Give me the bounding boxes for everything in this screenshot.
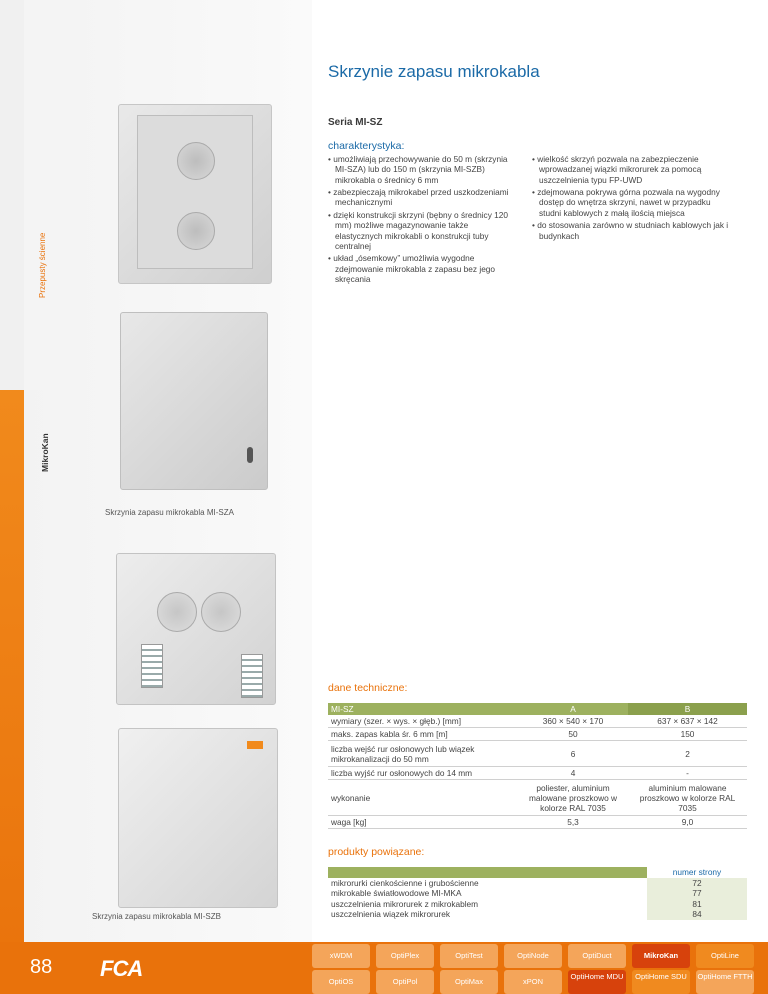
tab-optiline[interactable]: OptiLine xyxy=(696,944,754,968)
table-row xyxy=(328,741,747,767)
series-label: Seria MI-SZ xyxy=(328,117,383,128)
table-cell: aluminium malowane proszkowo w kolorze RAL 7035 xyxy=(628,780,747,816)
tab-xpon[interactable]: xPON xyxy=(504,970,562,994)
features-left-list xyxy=(328,154,518,286)
rail-section-label[interactable]: Przepusty ścienne xyxy=(38,232,47,298)
table-cell: wymiary (szer. × wys. × głęb.) [mm] xyxy=(328,715,518,728)
table-row xyxy=(328,816,747,829)
tab-optimax[interactable]: OptiMax xyxy=(440,970,498,994)
table-cell: wykonanie xyxy=(328,780,518,816)
table-cell: 150 xyxy=(628,728,747,741)
tech-heading: dane techniczne: xyxy=(328,682,408,694)
tab-mikrokan[interactable]: MikroKan xyxy=(632,944,690,968)
table-cell: 9,0 xyxy=(628,816,747,829)
list-item: • zdejmowana pokrywa górna pozwala na wygodny dostęp do wnętrza skrzyni, nawet w przypadku studni kablowych z małą ilością miejsca xyxy=(532,187,732,218)
related-heading: produkty powiązane: xyxy=(328,846,425,858)
related-product-link[interactable]: uszczelnienia wiązek mikrorurek xyxy=(331,909,450,920)
brand-logo-mark xyxy=(247,741,263,749)
tab-optipol[interactable]: OptiPol xyxy=(376,970,434,994)
caption-sza: Skrzynia zapasu mikrokabla MI-SZA xyxy=(105,508,234,517)
table-cell: MI-SZ xyxy=(328,703,518,715)
list-item: • zabezpieczają mikrokabel przed uszkodzeniami mechanicznymi xyxy=(328,187,518,208)
related-product-link[interactable]: mikrorurki cienkościenne i grubościenne xyxy=(331,877,479,888)
rail-current-label[interactable]: MikroKan xyxy=(40,433,50,472)
table-row xyxy=(328,728,747,741)
table-row xyxy=(328,715,747,728)
caption-szb: Skrzynia zapasu mikrokabla MI-SZB xyxy=(92,912,221,921)
related-product-link[interactable]: uszczelnienia mikrorurek z mikrokablem xyxy=(331,898,479,909)
fca-logo: FCA xyxy=(100,956,143,981)
table-cell: 50 xyxy=(518,728,628,741)
list-item: • wielkość skrzyń pozwala na zabezpieczenie wprowadzanej wiązki mikrorurek za pomocą uszczelnienia typu FP-UWD xyxy=(532,154,732,185)
tab-optinode[interactable]: OptiNode xyxy=(504,944,562,968)
table-cell: - xyxy=(628,767,747,780)
tab-xwdm[interactable]: xWDM xyxy=(312,944,370,968)
page-number: 84 xyxy=(647,909,747,920)
table-row[interactable] xyxy=(328,909,747,920)
features-heading: charakterystyka: xyxy=(328,140,405,152)
table-row[interactable] xyxy=(328,899,747,910)
table-cell: 360 × 540 × 170 xyxy=(518,715,628,728)
table-cell: 6 xyxy=(518,741,628,767)
table-row xyxy=(328,767,747,780)
list-item: • dzięki konstrukcji skrzyni (bębny o średnicy 120 mm) możliwe magazynowanie także elastycznych mikrokabli o konstrukcji tuby centralnej xyxy=(328,210,518,251)
page-number-header: numer strony xyxy=(647,867,747,878)
page-title: Skrzynie zapasu mikrokabla xyxy=(328,62,540,81)
left-rail xyxy=(0,0,24,994)
tab-optiduct[interactable]: OptiDuct xyxy=(568,944,626,968)
product-photo-sza-closed xyxy=(120,312,268,490)
table-cell: maks. zapas kabla śr. 6 mm [m] xyxy=(328,728,518,741)
table-row xyxy=(328,780,747,816)
page-number: 81 xyxy=(647,899,747,910)
table-cell: B xyxy=(628,703,747,715)
table-cell: 5,3 xyxy=(518,816,628,829)
tab-optihome-mdu[interactable]: OptiHome MDU xyxy=(568,970,626,994)
list-item: • umożliwiają przechowywanie do 50 m (skrzynia MI-SZA) lub do 150 m (skrzynia MI-SZB) mikrokabla o średnicy 6 mm xyxy=(328,154,518,185)
table-header-row xyxy=(328,867,747,878)
tab-optitest[interactable]: OptiTest xyxy=(440,944,498,968)
page-number: 77 xyxy=(647,888,747,899)
product-photo-sza-open xyxy=(118,104,272,284)
table-cell: liczba wejść rur osłonowych lub wiązek mikrokanalizacji do 50 mm xyxy=(328,741,518,767)
table-cell: A xyxy=(518,703,628,715)
table-cell: liczba wyjść rur osłonowych do 14 mm xyxy=(328,767,518,780)
table-header-row xyxy=(328,703,747,715)
list-item: • do stosowania zarówno w studniach kablowych jak i budynkach xyxy=(532,220,732,241)
table-cell: 2 xyxy=(628,741,747,767)
table-row[interactable] xyxy=(328,888,747,899)
tab-optios[interactable]: OptiOS xyxy=(312,970,370,994)
tab-optihome-ftth[interactable]: OptiHome FTTH xyxy=(696,970,754,994)
table-cell: 637 × 637 × 142 xyxy=(628,715,747,728)
page-number: 72 xyxy=(647,878,747,889)
product-photo-szb-open xyxy=(116,553,276,705)
features-right-list xyxy=(532,154,732,243)
table-row[interactable] xyxy=(328,878,747,889)
table-cell: poliester, aluminium malowane proszkowo w kolorze RAL 7035 xyxy=(518,780,628,816)
page-number-footer: 88 xyxy=(30,956,53,978)
related-product-link[interactable]: mikrokable światłowodowe MI-MKA xyxy=(331,888,462,899)
list-item: • układ „ósemkowy” umożliwia wygodne zdejmowanie mikrokabla z zapasu bez jego skręcania xyxy=(328,253,518,284)
product-photo-szb-closed xyxy=(118,728,278,908)
table-cell: 4 xyxy=(518,767,628,780)
related-table xyxy=(328,867,747,920)
tech-table xyxy=(328,703,747,829)
tab-optihome-sdu[interactable]: OptiHome SDU xyxy=(632,970,690,994)
tab-optiplex[interactable]: OptiPlex xyxy=(376,944,434,968)
table-cell: waga [kg] xyxy=(328,816,518,829)
